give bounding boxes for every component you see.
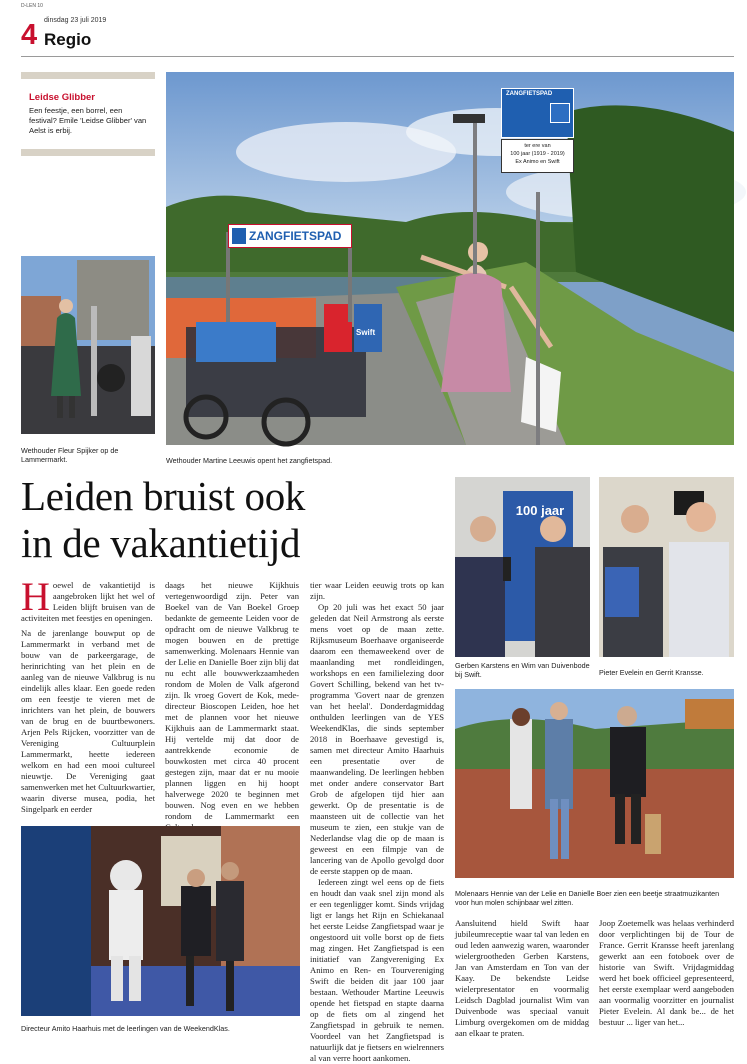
main-photo-caption: Wethouder Martine Leeuwis opent het zangfietspad. (166, 456, 333, 465)
sub-sign (501, 139, 574, 173)
right-photo-3-caption: Molenaars Hennie van der Lelie en Danielle Boer zien een beetje straatmuzikanten voor hun molen schijnbaar wel zitten. (455, 889, 720, 907)
bottom-left-photo-scene (21, 826, 300, 1016)
col3-paragraph-2: Op 20 juli was het exact 50 jaar geleden dat Neil Armstrong als eerste mens voet op de maan zette. Rijksmuseum Boerhaave organiseerde daarom een themaweekend over de maanlanding met rondleidingen, workshops en een familielezing door Govert Schilling, bekend van het tv-programma 'Govert naar de grenzen van het heelal'. Donderdagmiddag onthulden leerlingen van de YES WeekendKlas, die sinds september 2018 in Boerhaave gevestigd is, samen met directeur Amito Haarhuis een presentatie over de maanwandeling. De leerlingen hebben met onder andere conservator Bart Grob de afgelopen tijd hier aan gewerkt. Op de presentatie is de maansteen uit de collectie van het museum te zien, een stukje van de Nederlandse vlag die op de maan is geweest en een filmpje van de lancering van de Apollo gevolgd door de eerste stappen op de maan. (310, 602, 444, 876)
left-photo (21, 256, 155, 434)
headline-line2: in de vakantietijd (21, 520, 301, 566)
sub-sign-line1: ter ere van (524, 143, 551, 149)
right-photo-1 (455, 477, 590, 657)
lead-paragraph (21, 574, 155, 624)
lead-text: oewel de vakantietijd is aangebroken lijkt het wel of Leiden blijft bruisen van de activiteiten met feestjes en openingen. (21, 580, 155, 623)
sidebar-top-bar (21, 72, 155, 79)
col2-paragraph-1: daags het nieuwe Kijkhuis vertegenwoordigd zijn. Peter van Boekel van de Van Boekel Groep bedankte de gemeente Leiden voor de opdracht om de nieuwe Valkbrug te mogen bouwen en de prettige samenwerking. Molenaars Hennie van der Lelie en Danielle Boer zijn blij dat nu echt alle bouwwerkzaamheden rondom de Molen de Valk afgerond zijn. Ik vroeg Govert de Kok, mede-directeur Bioscopen Leiden, hoe het met de plannen voor het nieuwe Kijkhuis aan de Lammermarkt staat. Hij vertelde mij dat door de aantrekkende economie de bouwkosten met circa 40 procent gestegen zijn, maar dat er nu mooie plannen liggen en hij hoopt halverwege 2020 te beginnen met bouwen. Nog even en we hebben rondom de Lammermarkt een (165, 580, 299, 821)
article-col-2 (165, 580, 299, 833)
banner-logo-icon (232, 228, 246, 244)
page-number: 4 (21, 19, 38, 51)
right-photo-3-scene (455, 689, 734, 878)
bottom-left-photo (21, 826, 300, 1016)
section-title: Regio (44, 30, 92, 49)
drop-cap: H (21, 574, 50, 619)
article-col-3 (310, 580, 444, 1064)
article-col-4 (455, 918, 589, 1039)
right-photo-1-banner: 100 jaar (515, 503, 565, 518)
zangfietspad-banner (228, 224, 352, 248)
road-sign-title: ZANGFIETSPAD (506, 91, 553, 97)
article-col-5 (599, 918, 734, 1028)
right-photo-1-caption: Gerben Karstens en Wim van Duivenbode bij Swift. (455, 661, 590, 679)
main-photo-scene (166, 72, 734, 445)
bottom-left-photo-caption: Directeur Amito Haarhuis met de leerlingen van de WeekendKlas. (21, 1024, 230, 1033)
right-photo-2-scene (599, 477, 734, 657)
col1-paragraph-2: Na de jarenlange bouwput op de Lammermarkt in verband met de bouw van de parkeergarage, de herinrichting van het plein en de aanleg van de nieuwe Valkbrug is nu eindelijk alles klaar. Een goede reden om een feestje te vieren met de inrichters van het plein, de bouwers van de brug en de buurtbewoners. Arjen Pels Rijcken, voorzitter van de Vereniging Cultuurplein Lammermarkt, heette iedereen welkom en had een mooi cultureel nieuwtje. De Vereniging gaat samenwerken met het Cultuurkwartier, waarin diverse musea, podia, het Singelpark en eerder (21, 628, 155, 814)
banner-text: ZANGFIETSPAD (249, 229, 342, 243)
col3-paragraph-1: tier waar Leiden eeuwig trots op kan zijn. (310, 580, 444, 601)
headline-line1: Leiden bruist ook (21, 473, 306, 519)
sidebar-text: Een feestje, een borrel, een festival? Emile 'Leidse Glibber' van Aelst is erbij. (29, 106, 147, 135)
left-photo-scene (21, 256, 155, 434)
main-photo (166, 72, 734, 445)
right-photo-2-caption: Pieter Evelein en Gerrit Kransse. (599, 668, 704, 677)
sidebar-bottom-bar (21, 149, 155, 156)
left-photo-caption: Wethouder Fleur Spijker op de Lammermarkt. (21, 446, 119, 464)
swift-label: Swift (356, 328, 376, 337)
col5-paragraph-1: Joop Zoetemelk was helaas verhinderd door verplichtingen bij de Tour de France. Gerrit Kransse heeft jarenlang gewerkt aan een fotoboek over de historie van Swift. Vrijdagmiddag werd het boek officieel gepresenteerd, het eerste exemplaar werd aangeboden aan voormalig voorzitter en journalist Pieter Evelein. Al dank be... de het bestuur ... liger van het... (599, 918, 734, 1027)
header-rule (21, 56, 734, 57)
cyclist-icon (550, 103, 570, 123)
col3-paragraph-3: Iedereen zingt wel eens op de fiets en houdt dan vaak snel zijn mond als er een tegenligger komt. Sinds vrijdag ligt er langs het Rijn en Schiekanaal het eerste Leidse Zangfietspad waar je ongestoord uit volle borst op de fiets mag zingen. Het Zangfietspad is een initiatief van Zangvereniging Ex Animo en Ren- en Tourvereniging Swift die beiden dit jaar 100 jaar bestaan. Wethouder Martine Leeuwis opende het fietspad en stapte daarna op de fiets om al zingend het Zangfietspad in gebruik te nemen. Voordeel van het Zangfietspad is natuurlijk dat je fietsers en wielrenners al van verre hoort aankomen. (310, 877, 444, 1063)
col4-paragraph-1: Aansluitend hield Swift haar jubileumreceptie waar tal van leden en oud leden aanwezig waren, waaronder wielergrootheden Gerben Karstens, Jan van Amsterdam en Ton van der Kaay. De bekendste Leidse wielerpresentator en voormalig Leidsch Dagblad journalist Wim van Duivenbode was speciaal vanuit Limburg overgekomen om de middag aan elkaar te praten. (455, 918, 589, 1038)
article-col-1 (21, 574, 155, 815)
sidebar-title: Leidse Glibber (29, 92, 95, 103)
sub-sign-line2: 100 jaar (1919 - 2019) (510, 151, 565, 157)
right-photo-2 (599, 477, 734, 657)
right-photo-3 (455, 689, 734, 878)
sub-sign-line3: Ex Animo en Swift (515, 159, 560, 165)
publication-code: D-LEN 10 (21, 3, 43, 9)
road-sign (501, 88, 574, 138)
sidebar-box (21, 72, 155, 156)
publication-date: dinsdag 23 juli 2019 (44, 17, 107, 24)
